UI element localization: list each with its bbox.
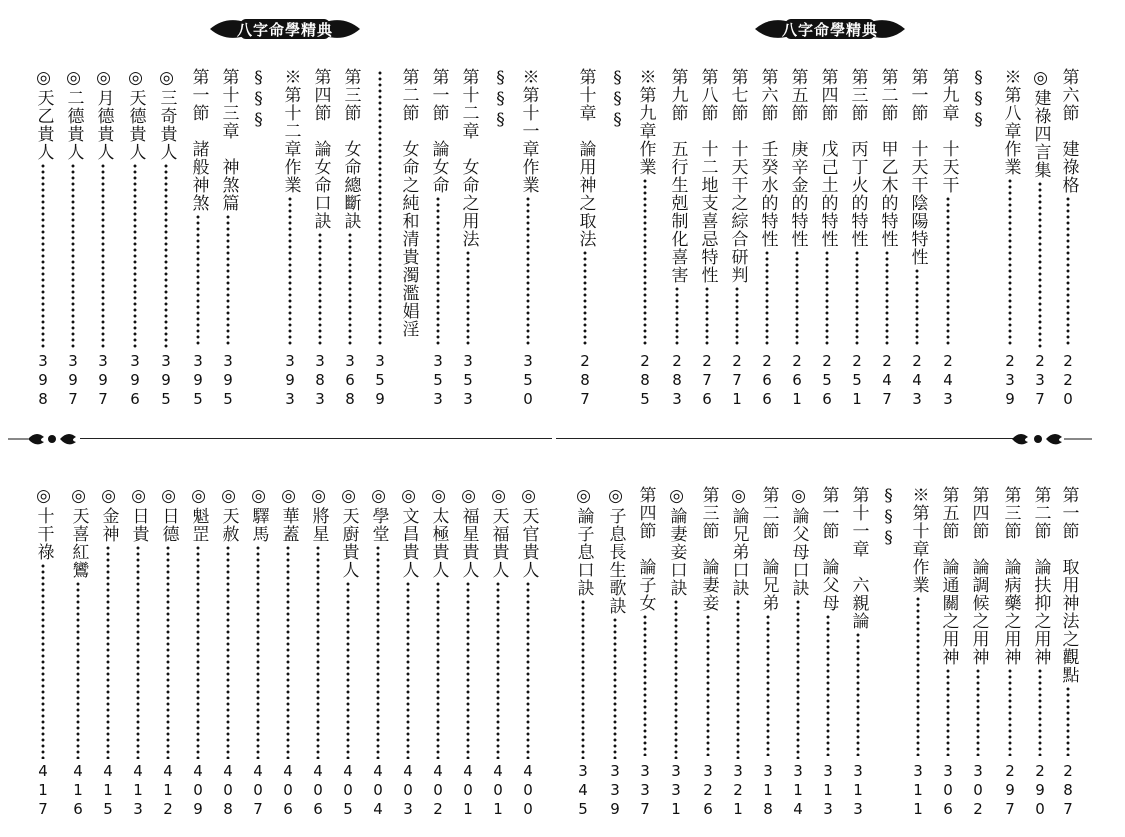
toc-entry-title: 第八節 十二地支喜忌特性	[697, 68, 718, 284]
divider-line-left	[80, 438, 552, 439]
toc-entry-title: ※第九章作業	[635, 68, 656, 176]
leader-dots	[1066, 196, 1070, 346]
leader-dots	[526, 196, 530, 346]
toc-entry	[246, 68, 270, 412]
toc-entry-title: 第二節 論兄弟	[758, 486, 779, 612]
toc-entry-page: 3 9 5	[161, 352, 171, 408]
toc-entry-page: 4 1 7	[38, 762, 48, 818]
toc-entry-title: 第九節 五行生剋制化喜害	[667, 68, 688, 284]
toc-entry	[368, 68, 392, 412]
toc-entry-title: 第一節 論女命	[428, 68, 449, 194]
divider-line-right	[556, 438, 1016, 439]
toc-entry-title: 第二節 女命之純和清貴濁濫娼淫	[398, 68, 419, 338]
toc-entry-page: 2 8 7	[580, 352, 590, 408]
toc-entry-title: 第十章 論用神之取法	[575, 68, 596, 248]
toc-entry	[1028, 68, 1052, 412]
toc-entry-title: 第四節 論調候之用神	[968, 486, 989, 666]
toc-entry	[1056, 486, 1080, 822]
toc-entry-title: ◎學堂	[368, 486, 389, 543]
toc-entry-title: 第五節 論通關之用神	[938, 486, 959, 666]
toc-entry-title: ◎日貴	[128, 486, 149, 543]
leader-dots	[226, 214, 230, 346]
toc-entry	[396, 486, 420, 822]
toc-entry	[276, 486, 300, 822]
header-title: 八字命學精典	[236, 20, 333, 39]
toc-entry-page: 2 7 1	[732, 352, 742, 408]
toc-entry	[785, 68, 809, 412]
toc-entry-page: 2 3 7	[1035, 352, 1045, 408]
toc-entry-title: ◎月德貴人	[93, 68, 114, 161]
toc-entry-page: 2 9 0	[1035, 762, 1045, 818]
toc-entry	[488, 68, 512, 412]
toc-entry-title: 第一節 取用神法之觀點	[1058, 486, 1079, 684]
leader-dots	[643, 178, 647, 346]
toc-entry-page: 4 0 6	[283, 762, 293, 818]
toc-entry-page: 4 0 5	[343, 762, 353, 818]
toc-entry	[186, 68, 210, 412]
toc-entry	[278, 68, 302, 412]
toc-entry	[96, 486, 120, 822]
divider-ornament-icon	[8, 428, 88, 450]
toc-entry	[845, 68, 869, 412]
leader-dots	[826, 614, 830, 756]
toc-entry-page: 2 3 9	[1005, 352, 1015, 408]
leader-dots	[1038, 668, 1042, 756]
leader-dots	[581, 599, 585, 759]
toc-entry-page: 2 5 1	[852, 352, 862, 408]
toc-entry-page: 3 9 7	[68, 352, 78, 408]
toc-entry-page: 3 1 8	[763, 762, 773, 818]
toc-entry-page: 3 0 2	[973, 762, 983, 818]
toc-entry	[516, 68, 540, 412]
header-title: 八字命學精典	[781, 20, 878, 39]
toc-entry-page: 2 8 3	[672, 352, 682, 408]
toc-entry-page: 3 5 3	[433, 352, 443, 408]
leader-dots	[376, 545, 380, 759]
toc-entry-title: 第五節 庚辛金的特性	[787, 68, 808, 248]
toc-entry	[633, 486, 657, 822]
toc-entry-title: 第十二章 女命之用法	[458, 68, 479, 248]
toc-entry	[156, 486, 180, 822]
toc-entry-title: §§§	[878, 486, 899, 549]
toc-entry-title: ◎二德貴人	[63, 68, 84, 161]
toc-entry-title: ◎三奇貴人	[156, 68, 177, 161]
leader-dots	[196, 545, 200, 759]
leader-dots	[1038, 181, 1042, 349]
toc-entry-title: 第九章 十天干	[938, 68, 959, 194]
toc-entry	[571, 486, 595, 822]
leader-dots	[466, 581, 470, 759]
toc-entry-page: 2 4 3	[943, 352, 953, 408]
toc-entry-title: ◎天赦	[218, 486, 239, 543]
toc-entry	[126, 486, 150, 822]
toc-entry-page: 4 0 0	[523, 762, 533, 818]
leader-dots	[795, 250, 799, 346]
leader-dots	[76, 581, 80, 759]
toc-entry-page: 4 0 1	[493, 762, 503, 818]
toc-entry-page: 4 1 5	[103, 762, 113, 818]
toc-entry-title: ◎天福貴人	[488, 486, 509, 579]
toc-entry-title: ◎文昌貴人	[398, 486, 419, 579]
leader-dots	[856, 632, 860, 756]
leader-dots	[674, 599, 678, 759]
leader-dots	[71, 163, 75, 349]
toc-entry-page: 3 3 1	[671, 762, 681, 818]
toc-entry	[726, 486, 750, 822]
toc-entry-page: 3 9 3	[285, 352, 295, 408]
toc-entry	[338, 68, 362, 412]
toc-entry-page: 4 0 6	[313, 762, 323, 818]
toc-entry-title: 第三節 丙丁火的特性	[847, 68, 868, 248]
header-right	[755, 14, 905, 44]
toc-entry-title: ◎論兄弟口訣	[728, 486, 749, 597]
toc-entry-page: 4 0 8	[223, 762, 233, 818]
toc-entry-title: ※第八章作業	[1000, 68, 1021, 176]
leader-dots	[706, 614, 710, 756]
toc-entry-page: 3 9 5	[193, 352, 203, 408]
toc-entry-title: ◎將星	[308, 486, 329, 543]
toc-entry-page: 4 0 1	[463, 762, 473, 818]
leader-dots	[378, 70, 382, 346]
toc-entry-page: 3 1 4	[793, 762, 803, 818]
toc-entry-page: 4 1 2	[163, 762, 173, 818]
toc-entry-title: 第四節 論女命口訣	[310, 68, 331, 230]
toc-entry-title: 第三節 論妻妾	[698, 486, 719, 612]
toc-entry	[876, 486, 900, 822]
toc-entry-page: 2 2 0	[1063, 352, 1073, 408]
toc-entry-title: 第七節 十天干之綜合研判	[727, 68, 748, 284]
toc-entry-page: 2 7 6	[702, 352, 712, 408]
leader-dots	[196, 214, 200, 346]
toc-entry	[633, 68, 657, 412]
leader-dots	[436, 196, 440, 346]
leader-dots	[583, 250, 587, 346]
toc-entry	[336, 486, 360, 822]
toc-entry-title: 第二節 甲乙木的特性	[877, 68, 898, 248]
toc-entry	[815, 68, 839, 412]
toc-entry-page: 4 0 2	[433, 762, 443, 818]
toc-entry-title: §§§	[490, 68, 511, 131]
toc-entry-page: 4 1 6	[73, 762, 83, 818]
toc-entry-page: 3 2 1	[733, 762, 743, 818]
leader-dots	[946, 668, 950, 756]
leader-dots	[256, 545, 260, 759]
toc-entry	[816, 486, 840, 822]
toc-entry-title: ◎金神	[98, 486, 119, 543]
leader-dots	[106, 545, 110, 759]
leader-dots	[226, 545, 230, 759]
leader-dots	[915, 268, 919, 346]
toc-entry	[695, 68, 719, 412]
header-left	[210, 14, 360, 44]
leader-dots	[675, 286, 679, 346]
toc-entry-page: 4 0 3	[403, 762, 413, 818]
leader-dots	[916, 596, 920, 756]
leader-dots	[736, 599, 740, 759]
toc-entry-title: 第十三章 神煞篇	[218, 68, 239, 212]
toc-entry	[31, 68, 55, 412]
leader-dots	[855, 250, 859, 346]
toc-entry	[91, 68, 115, 412]
toc-entry-page: 3 5 9	[375, 352, 385, 408]
toc-entry	[186, 486, 210, 822]
toc-entry-title: 第三節 女命總斷訣	[340, 68, 361, 230]
toc-entry	[216, 68, 240, 412]
toc-entry	[486, 486, 510, 822]
toc-entry	[366, 486, 390, 822]
leader-dots	[643, 614, 647, 756]
toc-entry	[966, 68, 990, 412]
leader-dots	[288, 196, 292, 346]
toc-entry-page: 3 3 7	[640, 762, 650, 818]
toc-entry	[1056, 68, 1080, 412]
toc-entry-title: 第四節 論子女	[635, 486, 656, 612]
leader-dots	[796, 599, 800, 759]
toc-entry-title: ※第十一章作業	[518, 68, 539, 194]
leader-dots	[316, 545, 320, 759]
toc-entry	[786, 486, 810, 822]
toc-entry	[573, 68, 597, 412]
leader-dots	[406, 581, 410, 759]
toc-entry	[696, 486, 720, 822]
toc-entry-page: 2 8 5	[640, 352, 650, 408]
toc-entry-title: ◎魁罡	[188, 486, 209, 543]
leader-dots	[1008, 668, 1012, 756]
leader-dots	[885, 250, 889, 346]
toc-entry	[846, 486, 870, 822]
toc-entry-page: 3 1 3	[823, 762, 833, 818]
toc-entry	[31, 486, 55, 822]
toc-entry-page: 3 2 6	[703, 762, 713, 818]
toc-entry-page: 3 5 0	[523, 352, 533, 408]
toc-entry	[906, 486, 930, 822]
toc-entry-page: 2 8 7	[1063, 762, 1073, 818]
leader-dots	[41, 563, 45, 759]
toc-entry-title: §§§	[607, 68, 628, 131]
toc-entry-page: 4 1 3	[133, 762, 143, 818]
toc-entry-title: ◎太極貴人	[428, 486, 449, 579]
toc-entry-page: 4 0 9	[193, 762, 203, 818]
leader-dots	[318, 232, 322, 346]
toc-entry	[998, 486, 1022, 822]
leader-dots	[976, 668, 980, 756]
toc-entry-page: 3 8 3	[315, 352, 325, 408]
toc-entry-page: 3 9 7	[98, 352, 108, 408]
toc-entry	[516, 486, 540, 822]
leader-dots	[1008, 178, 1012, 346]
toc-entry-title: ◎天喜紅鸞	[68, 486, 89, 579]
toc-entry-title: ※第十二章作業	[280, 68, 301, 194]
leader-dots	[286, 545, 290, 759]
toc-entry-page: 3 1 1	[913, 762, 923, 818]
toc-entry-title: 第六節 壬癸水的特性	[757, 68, 778, 248]
toc-entry-title: 第十一章 六親論	[848, 486, 869, 630]
toc-entry-page: 2 6 1	[792, 352, 802, 408]
toc-entry	[755, 68, 779, 412]
toc-entry	[66, 486, 90, 822]
leader-dots	[136, 545, 140, 759]
toc-entry	[426, 68, 450, 412]
toc-entry	[216, 486, 240, 822]
toc-entry	[1028, 486, 1052, 822]
toc-entry	[875, 68, 899, 412]
toc-entry	[396, 68, 420, 412]
leader-dots	[346, 581, 350, 759]
leader-dots	[436, 581, 440, 759]
toc-entry-title: ◎十干祿	[33, 486, 54, 561]
toc-entry-title: 第三節 論病藥之用神	[1000, 486, 1021, 666]
leader-dots	[735, 286, 739, 346]
toc-entry	[936, 486, 960, 822]
toc-entry	[998, 68, 1022, 412]
toc-entry	[966, 486, 990, 822]
leader-dots	[164, 163, 168, 349]
toc-entry-title: ◎日德	[158, 486, 179, 543]
toc-entry-title: §§§	[968, 68, 989, 131]
toc-entry-title: ◎天廚貴人	[338, 486, 359, 579]
toc-entry-title: 第一節 十天干陰陽特性	[907, 68, 928, 266]
toc-entry-page: 2 4 3	[912, 352, 922, 408]
toc-entry-page: 2 9 7	[1005, 762, 1015, 818]
toc-entry	[61, 68, 85, 412]
toc-entry	[603, 486, 627, 822]
toc-entry-title: ◎建祿四言集	[1030, 68, 1051, 179]
toc-entry-title: ◎驛馬	[248, 486, 269, 543]
toc-entry	[664, 486, 688, 822]
toc-entry-page: 2 4 7	[882, 352, 892, 408]
toc-entry-title: 第六節 建祿格	[1058, 68, 1079, 194]
toc-entry	[308, 68, 332, 412]
toc-entry	[154, 68, 178, 412]
toc-entry-page: 3 3 9	[610, 762, 620, 818]
leader-dots	[526, 581, 530, 759]
toc-entry-page: 3 9 8	[38, 352, 48, 408]
toc-entry-title: ◎天乙貴人	[33, 68, 54, 161]
toc-entry-page: 3 5 3	[463, 352, 473, 408]
leader-dots	[496, 581, 500, 759]
toc-entry	[123, 68, 147, 412]
toc-entry-title: 第一節 諸般神煞	[188, 68, 209, 212]
toc-entry	[306, 486, 330, 822]
toc-entry-title: 第四節 戊己土的特性	[817, 68, 838, 248]
toc-entry-title: ◎論子息口訣	[573, 486, 594, 597]
leader-dots	[613, 617, 617, 759]
toc-entry	[725, 68, 749, 412]
toc-entry-page: 4 0 7	[253, 762, 263, 818]
leader-dots	[41, 163, 45, 349]
toc-entry-page: 3 6 8	[345, 352, 355, 408]
toc-entry-title: ◎論父母口訣	[788, 486, 809, 597]
toc-entry-title: ◎天德貴人	[125, 68, 146, 161]
toc-entry	[905, 68, 929, 412]
toc-entry-page: 4 0 4	[373, 762, 383, 818]
leader-dots	[766, 614, 770, 756]
leader-dots	[946, 196, 950, 346]
toc-entry-title: ◎華蓋	[278, 486, 299, 543]
toc-entry-title: ◎天官貴人	[518, 486, 539, 579]
toc-entry-title: ◎論妻妾口訣	[666, 486, 687, 597]
toc-entry	[456, 486, 480, 822]
leader-dots	[101, 163, 105, 349]
toc-entry-title: ◎子息長生歌訣	[605, 486, 626, 615]
leader-dots	[825, 250, 829, 346]
toc-entry-page: 3 9 5	[223, 352, 233, 408]
divider-ornament-icon	[1012, 428, 1092, 450]
leader-dots	[765, 250, 769, 346]
toc-entry	[756, 486, 780, 822]
leader-dots	[466, 250, 470, 346]
toc-entry-page: 3 9 6	[130, 352, 140, 408]
toc-entry-page: 2 6 6	[762, 352, 772, 408]
leader-dots	[348, 232, 352, 346]
toc-entry-page: 3 1 3	[853, 762, 863, 818]
toc-entry	[665, 68, 689, 412]
toc-entry	[936, 68, 960, 412]
leader-dots	[705, 286, 709, 346]
toc-entry-page: 3 0 6	[943, 762, 953, 818]
toc-entry-title: 第一節 論父母	[818, 486, 839, 612]
toc-entry-title: ※第十章作業	[908, 486, 929, 594]
toc-entry	[426, 486, 450, 822]
leader-dots	[133, 163, 137, 349]
leader-dots	[1066, 686, 1070, 756]
toc-entry-page: 2 5 6	[822, 352, 832, 408]
toc-entry	[246, 486, 270, 822]
toc-entry	[456, 68, 480, 412]
toc-entry-title: ◎福星貴人	[458, 486, 479, 579]
leader-dots	[166, 545, 170, 759]
toc-entry-title: §§§	[248, 68, 269, 131]
toc-entry-title: 第二節 論扶抑之用神	[1030, 486, 1051, 666]
toc-entry-page: 3 4 5	[578, 762, 588, 818]
toc-entry	[605, 68, 629, 412]
